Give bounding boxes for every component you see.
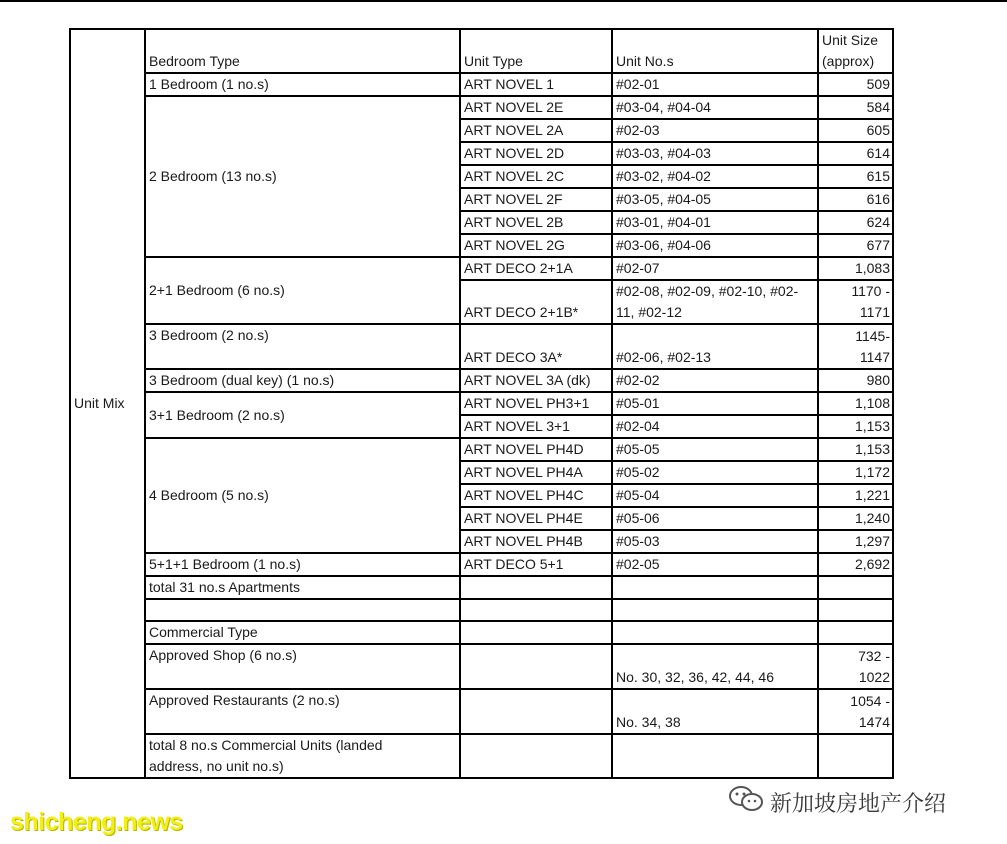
table-row <box>70 369 893 392</box>
unit-size-cell: 509 <box>818 73 893 96</box>
table-row <box>70 734 893 778</box>
unit-size-cell: 1,153 <box>818 438 893 461</box>
empty-cell <box>612 576 818 599</box>
table-header-row <box>70 29 893 73</box>
unit-type-cell: ART NOVEL PH4B <box>460 530 612 553</box>
unit-type-cell: ART DECO 5+1 <box>460 553 612 576</box>
unit-type-cell: ART NOVEL 1 <box>460 73 612 96</box>
unit-type-cell: ART NOVEL PH4C <box>460 484 612 507</box>
table-row <box>70 599 893 621</box>
unit-nos-cell: #02-03 <box>612 119 818 142</box>
unit-nos-cell: #02-04 <box>612 415 818 438</box>
empty-cell <box>460 599 612 621</box>
unit-type-cell: ART NOVEL PH4A <box>460 461 612 484</box>
unit-type-cell: ART NOVEL PH4D <box>460 438 612 461</box>
unit-nos-cell: #03-03, #04-03 <box>612 142 818 165</box>
unit-size-cell: 1170 - 1171 <box>818 280 893 324</box>
empty-cell <box>460 576 612 599</box>
table-row <box>70 96 893 119</box>
unit-size-cell: 1,172 <box>818 461 893 484</box>
unit-size-cell: 584 <box>818 96 893 119</box>
empty-cell <box>818 599 893 621</box>
unit-size-cell: 677 <box>818 234 893 257</box>
empty-cell <box>460 644 612 689</box>
unit-nos-cell: #05-05 <box>612 438 818 461</box>
site-watermark: shicheng.news <box>10 808 183 836</box>
unit-size-cell: 1,297 <box>818 530 893 553</box>
unit-type-cell: ART NOVEL 2G <box>460 234 612 257</box>
unit-type-cell: ART DECO 2+1B* <box>460 280 612 324</box>
empty-cell <box>460 734 612 778</box>
unit-size-cell: 732 - 1022 <box>818 644 893 689</box>
approved-restaurants-cell: Approved Restaurants (2 no.s) <box>145 689 460 734</box>
empty-cell <box>818 621 893 644</box>
unit-nos-cell: #03-04, #04-04 <box>612 96 818 119</box>
empty-cell <box>818 734 893 778</box>
unit-type-cell: ART DECO 2+1A <box>460 257 612 280</box>
unit-type-cell: ART NOVEL 2D <box>460 142 612 165</box>
header-unit-size: Unit Size (approx) <box>818 29 893 73</box>
bedroom-type-cell: 4 Bedroom (5 no.s) <box>145 438 460 553</box>
unit-nos-cell: #05-02 <box>612 461 818 484</box>
empty-cell <box>612 599 818 621</box>
unit-type-cell: ART NOVEL 2A <box>460 119 612 142</box>
wechat-account-watermark <box>728 785 946 819</box>
bedroom-type-cell: 3 Bedroom (2 no.s) <box>145 324 460 369</box>
unit-nos-cell: #02-06, #02-13 <box>612 324 818 369</box>
total-commercial-cell: total 8 no.s Commercial Units (landed address, no unit no.s) <box>145 734 460 778</box>
unit-type-cell: ART NOVEL PH3+1 <box>460 392 612 415</box>
unit-nos-cell: #05-04 <box>612 484 818 507</box>
top-border-line <box>0 0 1007 2</box>
unit-type-cell: ART DECO 3A* <box>460 324 612 369</box>
unit-size-cell: 1,083 <box>818 257 893 280</box>
unit-nos-cell: #03-05, #04-05 <box>612 188 818 211</box>
table-row <box>70 392 893 415</box>
total-apartments-cell: total 31 no.s Apartments <box>145 576 460 599</box>
unit-nos-cell: #03-01, #04-01 <box>612 211 818 234</box>
unit-size-cell: 624 <box>818 211 893 234</box>
unit-mix-table <box>69 28 894 779</box>
header-bedroom-type: Bedroom Type <box>145 29 460 73</box>
bedroom-type-cell: 3+1 Bedroom (2 no.s) <box>145 392 460 438</box>
table-row <box>70 576 893 599</box>
table-row <box>70 553 893 576</box>
approved-shop-cell: Approved Shop (6 no.s) <box>145 644 460 689</box>
table-row <box>70 324 893 369</box>
unit-nos-cell: #02-07 <box>612 257 818 280</box>
table-row <box>70 689 893 734</box>
wechat-account-name: 新加坡房地产介绍 <box>770 791 947 817</box>
unit-size-cell: 1,108 <box>818 392 893 415</box>
bedroom-type-cell: 2+1 Bedroom (6 no.s) <box>145 257 460 324</box>
unit-type-cell: ART NOVEL 2E <box>460 96 612 119</box>
bedroom-type-cell: 2 Bedroom (13 no.s) <box>145 96 460 257</box>
table-row <box>70 621 893 644</box>
unit-type-cell: ART NOVEL 3+1 <box>460 415 612 438</box>
unit-size-cell: 1,240 <box>818 507 893 530</box>
bedroom-type-cell: 5+1+1 Bedroom (1 no.s) <box>145 553 460 576</box>
unit-nos-cell: No. 34, 38 <box>612 689 818 734</box>
empty-cell <box>460 621 612 644</box>
unit-nos-cell: #02-01 <box>612 73 818 96</box>
unit-size-cell: 605 <box>818 119 893 142</box>
unit-size-cell: 615 <box>818 165 893 188</box>
unit-size-cell: 1,153 <box>818 415 893 438</box>
header-unit-type: Unit Type <box>460 29 612 73</box>
empty-cell <box>460 689 612 734</box>
unit-mix-label: Unit Mix <box>70 29 145 778</box>
table-row <box>70 73 893 96</box>
unit-nos-cell: No. 30, 32, 36, 42, 44, 46 <box>612 644 818 689</box>
table-row <box>70 644 893 689</box>
unit-nos-cell: #02-05 <box>612 553 818 576</box>
empty-cell <box>145 599 460 621</box>
wechat-icon <box>728 785 764 819</box>
unit-type-cell: ART NOVEL 2F <box>460 188 612 211</box>
unit-size-cell: 614 <box>818 142 893 165</box>
unit-nos-cell: #05-03 <box>612 530 818 553</box>
unit-nos-cell: #03-06, #04-06 <box>612 234 818 257</box>
unit-size-cell: 1054 - 1474 <box>818 689 893 734</box>
header-unit-nos: Unit No.s <box>612 29 818 73</box>
unit-nos-cell: #03-02, #04-02 <box>612 165 818 188</box>
empty-cell <box>818 576 893 599</box>
table-row <box>70 257 893 280</box>
unit-type-cell: ART NOVEL 2B <box>460 211 612 234</box>
unit-size-cell: 1145- 1147 <box>818 324 893 369</box>
commercial-type-cell: Commercial Type <box>145 621 460 644</box>
bedroom-type-cell: 1 Bedroom (1 no.s) <box>145 73 460 96</box>
empty-cell <box>612 734 818 778</box>
unit-type-cell: ART NOVEL 2C <box>460 165 612 188</box>
unit-size-cell: 1,221 <box>818 484 893 507</box>
bedroom-type-cell: 3 Bedroom (dual key) (1 no.s) <box>145 369 460 392</box>
unit-type-cell: ART NOVEL PH4E <box>460 507 612 530</box>
table-row <box>70 438 893 461</box>
unit-size-cell: 2,692 <box>818 553 893 576</box>
unit-nos-cell: #05-01 <box>612 392 818 415</box>
unit-type-cell: ART NOVEL 3A (dk) <box>460 369 612 392</box>
unit-size-cell: 616 <box>818 188 893 211</box>
unit-nos-cell: #02-02 <box>612 369 818 392</box>
unit-size-cell: 980 <box>818 369 893 392</box>
empty-cell <box>612 621 818 644</box>
unit-nos-cell: #02-08, #02-09, #02-10, #02- 11, #02-12 <box>612 280 818 324</box>
unit-nos-cell: #05-06 <box>612 507 818 530</box>
